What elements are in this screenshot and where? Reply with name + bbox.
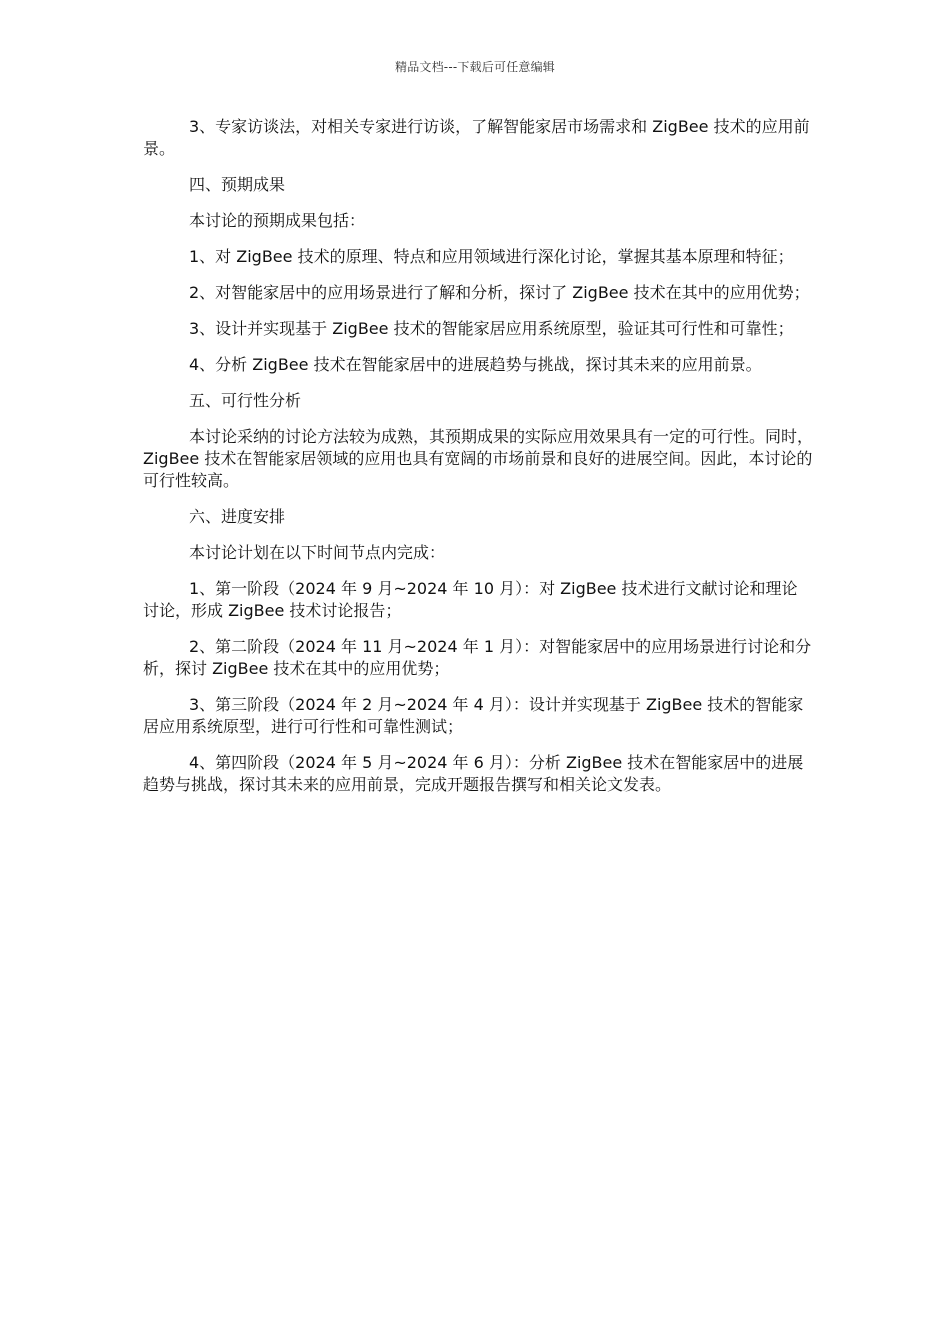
paragraph-result-2: 2、对智能家居中的应用场景进行了解和分析，探讨了 ZigBee 技术在其中的应用优势；: [189, 283, 810, 302]
paragraph-result-3: 3、设计并实现基于 ZigBee 技术的智能家居应用系统原型，验证其可行性和可靠性；: [189, 319, 794, 338]
paragraph-result-1: 1、对 ZigBee 技术的原理、特点和应用领域进行深化讨论，掌握其基本原理和特征；: [189, 247, 794, 266]
paragraph-expected-results-intro: 本讨论的预期成果包括：: [189, 211, 366, 230]
document-body: [143, 116, 813, 810]
section-heading-expected-results: 四、预期成果: [189, 175, 286, 194]
paragraph-stage-2: 2、第二阶段（2024 年 11 月~2024 年 1 月）：对智能家居中的应用场景进行讨论和分析，探讨 ZigBee 技术在其中的应用优势；: [143, 637, 812, 678]
paragraph-stage-4: 4、第四阶段（2024 年 5 月~2024 年 6 月）：分析 ZigBee 技术在智能家居中的进展趋势与挑战，探讨其未来的应用前景，完成开题报告撰写和相关论文发表。: [143, 753, 804, 794]
section-heading-schedule: 六、进度安排: [189, 507, 286, 526]
page-header: 精品文档---下载后可任意编辑: [395, 60, 555, 74]
paragraph-stage-1: 1、第一阶段（2024 年 9 月~2024 年 10 月）：对 ZigBee 技术进行文献讨论和理论讨论，形成 ZigBee 技术讨论报告；: [143, 579, 798, 620]
section-heading-feasibility: 五、可行性分析: [189, 391, 302, 410]
paragraph-schedule-intro: 本讨论计划在以下时间节点内完成：: [189, 543, 446, 562]
paragraph-result-4: 4、分析 ZigBee 技术在智能家居中的进展趋势与挑战，探讨其未来的应用前景。: [189, 355, 762, 374]
paragraph-feasibility: 本讨论采纳的讨论方法较为成熟，其预期成果的实际应用效果具有一定的可行性。同时，ZigBee 技术在智能家居领域的应用也具有宽阔的市场前景和良好的进展空间。因此，本讨论的可行性较高。: [143, 427, 814, 490]
paragraph-expert-interview: 3、专家访谈法，对相关专家进行访谈，了解智能家居市场需求和 ZigBee 技术的应用前景。: [143, 117, 810, 158]
paragraph-stage-3: 3、第三阶段（2024 年 2 月~2024 年 4 月）：设计并实现基于 ZigBee 技术的智能家居应用系统原型，进行可行性和可靠性测试；: [143, 695, 804, 736]
